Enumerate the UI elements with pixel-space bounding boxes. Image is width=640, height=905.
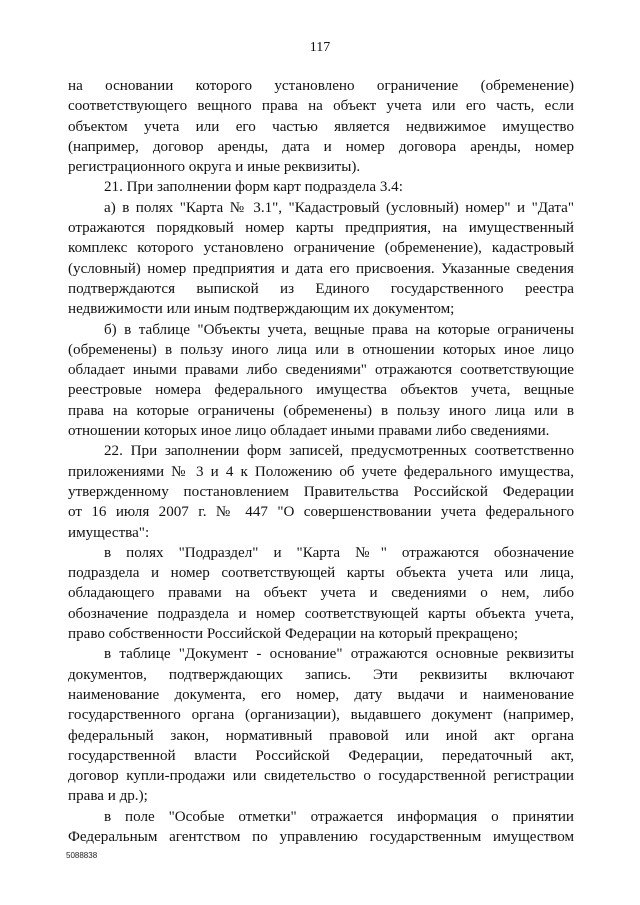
text-line: комплекс которого установлено ограничение (обременение), кадастровый [68, 240, 574, 257]
text-line: в полях "Подраздел" и "Карта №" отражаются обозначение [104, 544, 574, 561]
text-line: соответствующего вещного права на объект учета или его часть, если [68, 98, 574, 115]
text-line: утвержденному постановлением Правительства Российской Федерации [68, 483, 574, 500]
text-line: 21. При заполнении форм карт подраздела 3.4: [104, 179, 403, 196]
text-line: подтверждаются выпиской из Единого государственного реестра [68, 280, 574, 297]
text-line: объектом учета или его частью является недвижимое имущество [68, 118, 574, 135]
text-line: недвижимости или иным подтверждающим их документом; [68, 301, 455, 318]
text-line: федеральный закон, нормативный правовой или иной акт органа [68, 727, 574, 744]
text-line: отношении которых иное лицо обладает иными правами либо сведениями. [68, 423, 550, 440]
text-line: приложениями № 3 и 4 к Положению об учете федерального имущества, [68, 463, 574, 480]
text-line: обладающего правами на объект учета и сведениями о нем, либо [68, 585, 574, 602]
text-line: договор купли-продажи или свидетельство о государственной регистрации [68, 768, 574, 785]
document-body [68, 76, 574, 847]
document-id: 5088838 [66, 851, 98, 860]
text-line: обладает иными правами либо сведениями" отражаются соответствующие [68, 362, 574, 379]
text-line: в поле "Особые отметки" отражается информация о принятии [104, 808, 574, 825]
text-line: права на которые ограничены (обременены) в пользу иного лица или в [68, 402, 574, 419]
text-line: (условный) номер предприятия и дата его присвоения. Указанные сведения [68, 260, 574, 277]
text-line: государственного органа (организации), выдавшего документ (например, [68, 707, 574, 724]
text-line: обозначение подраздела и номер соответствующей карты объекта учета, [68, 605, 574, 622]
text-line: право собственности Российской Федерации на который прекращено; [68, 626, 519, 643]
text-line: государственной власти Российской Федерации, передаточный акт, [68, 747, 574, 764]
text-line: от 16 июля 2007 г. № 447 "О совершенствовании учета федерального [68, 504, 574, 521]
text-line: б) в таблице "Объекты учета, вещные права на которые ограничены [104, 321, 574, 338]
text-line: в таблице "Документ - основание" отражаются основные реквизиты [104, 646, 574, 663]
text-line: документов, подтверждающих запись. Эти реквизиты включают [68, 666, 574, 683]
page-number: 117 [309, 40, 331, 55]
text-line: (например, договор аренды, дата и номер договора аренды, номер [68, 138, 574, 155]
text-line: на основании которого установлено ограничение (обременение) [68, 78, 574, 94]
text-line: имущества": [68, 524, 150, 541]
text-line: 22. При заполнении форм записей, предусмотренных соответственно [104, 443, 574, 460]
text-line: отражаются порядковый номер карты предприятия, на имущественный [68, 220, 574, 237]
text-line: (обременены) в пользу иного лица или в отношении которых иное лицо [68, 341, 574, 358]
text-line: реестровые номера федерального имущества объектов учета, вещные [68, 382, 574, 399]
text-line: Федеральным агентством по управлению государственным имуществом [68, 828, 574, 845]
text-line: подраздела и номер соответствующей карты объекта учета или лица, [68, 565, 574, 582]
text-line: а) в полях "Карта № 3.1", "Кадастровый (условный) номер" и "Дата" [104, 199, 574, 216]
text-line: права и др.); [68, 788, 148, 805]
text-line: регистрационного округа и иные реквизиты). [68, 159, 361, 176]
text-line: наименование документа, его номер, дату выдачи и наименование [68, 686, 574, 703]
